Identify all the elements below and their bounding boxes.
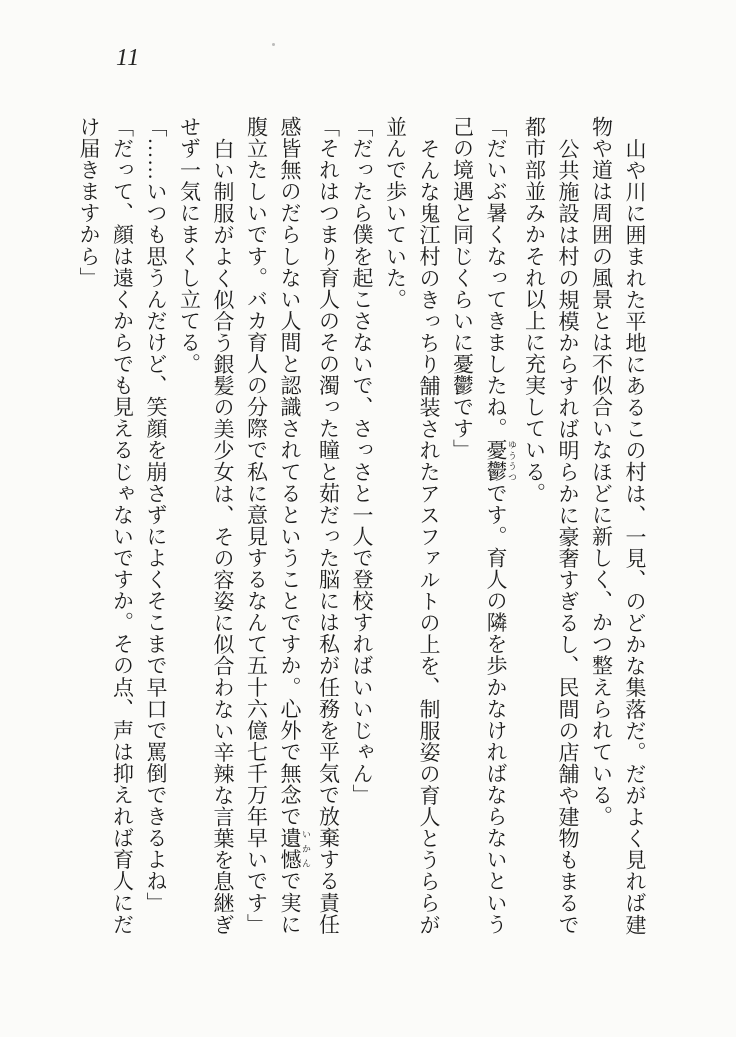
text-column-8: 並んで歩いていた。	[383, 116, 408, 310]
vertical-text-block	[77, 116, 651, 944]
text-column-5: 「だいぶ暑くなってきましたね。憂鬱 ゆううつです。育人の隣を歩かなければならないという	[484, 116, 517, 935]
furigana-ruby: 憂鬱 ゆううつ	[484, 439, 517, 483]
text-column-13: 白い制服がよく似合う銀髪の美少女は、その容姿に似合わない辛辣な言葉を息継ぎ	[211, 137, 235, 935]
text-column-7: そんな鬼江村のきっちり舗装されたアスファルトの上を、制服姿の育人とうららが	[417, 137, 441, 935]
text-column-12: 腹立たしいです。バカ育人の分際で私に意見するなんて五十六億七千万年早いです」	[244, 116, 269, 935]
furigana-ruby: 遺憾 いかん	[278, 827, 311, 871]
text-column-6: 己の境遇と同じくらいに憂鬱です」	[450, 116, 475, 461]
text-column-1: 山や川に囲まれた平地にあるこの村は、一見、のどかな集落だ。だがよく見れば建	[623, 137, 647, 935]
text-column-16: 「だって、顔は遠くからでも見えるじゃないですか。その点、声は抑えれば育人にだ	[110, 116, 135, 935]
text-column-15: 「……いつも思うんだけど、笑顔を崩さずによくそこまで早口で罵倒できるよね」	[144, 116, 168, 914]
text-column-9: 「だったら僕を起こさないで、さっさと一人で登校すればいいじゃん」	[350, 116, 374, 806]
text-column-14: せず一気にまくし立てる。	[177, 116, 202, 375]
page-number: 11	[116, 45, 141, 71]
text-column-4: 都市部並みかそれ以上に充実している。	[522, 116, 547, 504]
text-column-3: 公共施設は村の規模からすれば明らかに豪奢すぎるし、民間の店舗や建物もまるで	[556, 137, 580, 935]
text-column-11: 感皆無のだらしない人間と認識されてるということですか。心外で無念で遺憾 いかんで実に	[278, 116, 311, 935]
dust-speck	[272, 43, 275, 46]
text-column-17: け届きますから」	[77, 116, 101, 289]
text-column-10: 「それはつまり育人のその濁った瞳と茹だった脳には私が任務を平気で放棄する責任	[316, 116, 341, 935]
text-column-2: 物や道は周囲の風景とは不似合いなほどに新しく、かつ整えられている。	[589, 116, 614, 828]
